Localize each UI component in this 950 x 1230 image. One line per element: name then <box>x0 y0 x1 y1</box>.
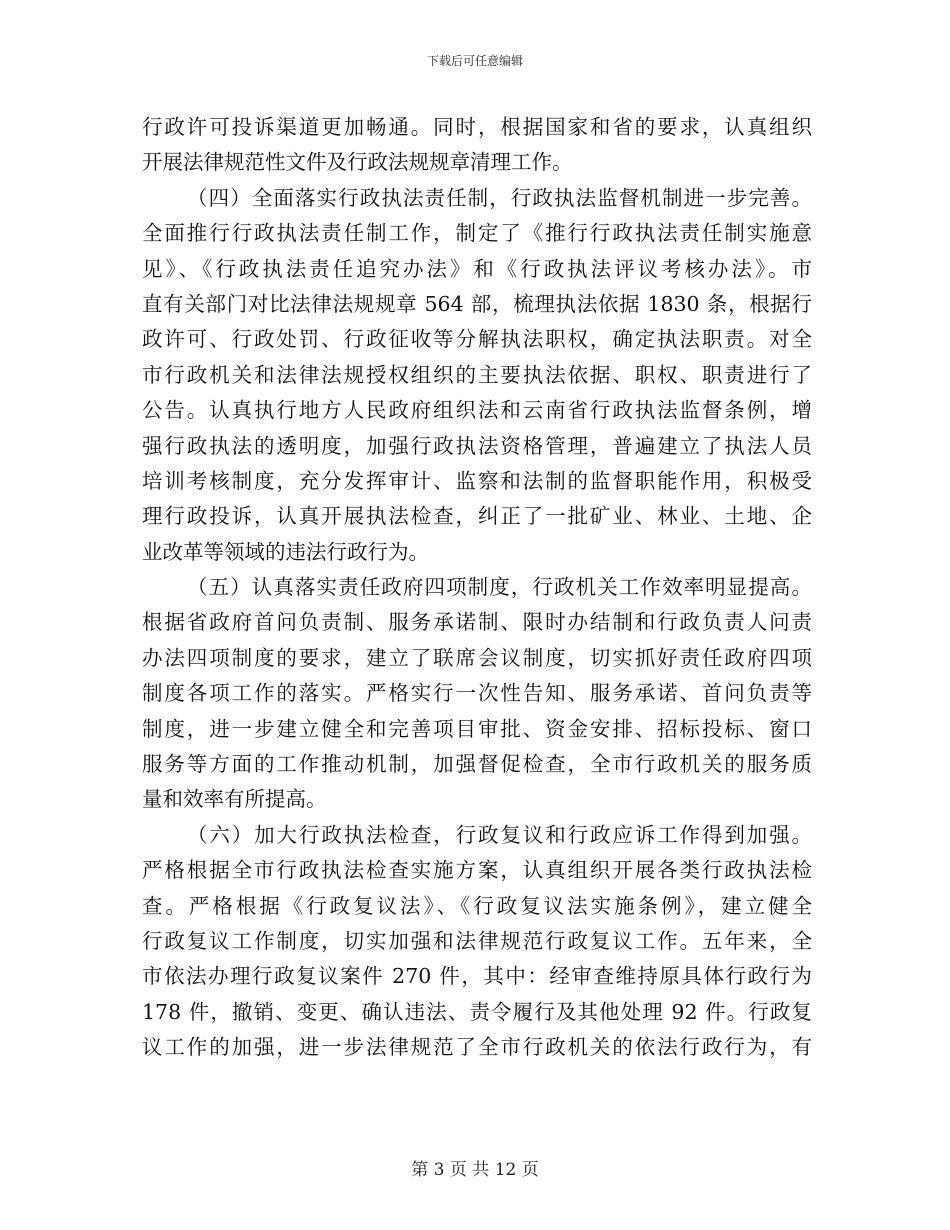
text-line: 见》、《行政执法责任追究办法》和《行政执法评议考核办法》。市 <box>142 256 812 281</box>
text-line: 开展法律规范性文件及行政法规规章清理工作。 <box>142 150 573 175</box>
text-line: 行政复议工作制度，切实加强和法律规范行政复议工作。五年来，全 <box>142 928 812 953</box>
paragraph <box>142 181 812 570</box>
text-line: 政许可、行政处罚、行政征收等分解执法职权，确定执法职责。对全 <box>142 327 812 352</box>
document-body <box>142 110 812 1066</box>
text-line: 制度各项工作的落实。严格实行一次性告知、服务承诺、首问负责等 <box>142 681 812 706</box>
text-line: 市依法办理行政复议案件 270 件，其中：经审查维持原具体行政行为 <box>142 964 812 989</box>
text-line: 直有关部门对比法律法规规章 564 部，梳理执法依据 1830 条，根据行 <box>142 291 812 316</box>
text-line: 市行政机关和法律法规授权组织的主要执法依据、职权、职责进行了 <box>142 362 812 387</box>
text-line: 办法四项制度的要求，建立了联席会议制度，切实抓好责任政府四项 <box>142 645 812 670</box>
text-line: 公告。认真执行地方人民政府组织法和云南省行政执法监督条例，增 <box>142 398 812 423</box>
text-line: 严格根据全市行政执法检查实施方案，认真组织开展各类行政执法检 <box>142 858 812 883</box>
section-heading-line: （六）加大行政执法检查，行政复议和行政应诉工作得到加强。 <box>187 822 812 847</box>
text-line: 服务等方面的工作推动机制，加强督促检查，全市行政机关的服务质 <box>142 752 812 777</box>
page-header: 下载后可任意编辑 <box>426 54 523 68</box>
text-line: 业改革等领域的违法行政行为。 <box>142 539 429 564</box>
text-line: 量和效率有所提高。 <box>142 787 327 812</box>
text-line: 强行政执法的透明度，加强行政执法资格管理，普遍建立了执法人员 <box>142 433 812 458</box>
text-line: 查。严格根据《行政复议法》、《行政复议法实施条例》，建立健全 <box>142 893 812 918</box>
text-line: 议工作的加强，进一步法律规范了全市行政机关的依法行政行为，有 <box>142 1035 812 1060</box>
section-heading-line: （五）认真落实责任政府四项制度，行政机关工作效率明显提高。 <box>187 575 812 600</box>
text-line: 理行政投诉，认真开展执法检查，纠正了一批矿业、林业、土地、企 <box>142 504 812 529</box>
paragraph <box>142 110 812 181</box>
text-line: 行政许可投诉渠道更加畅通。同时，根据国家和省的要求，认真组织 <box>142 115 812 139</box>
text-line: 培训考核制度，充分发挥审计、监察和法制的监督职能作用，积极受 <box>142 468 812 493</box>
text-line: 全面推行行政执法责任制工作，制定了《推行行政执法责任制实施意 <box>142 221 812 246</box>
page-number-footer: 第 3 页 共 12 页 <box>411 1160 539 1180</box>
text-line: 制度，进一步建立健全和完善项目审批、资金安排、招标投标、窗口 <box>142 716 812 741</box>
section-heading-line: （四）全面落实行政执法责任制，行政执法监督机制进一步完善。 <box>187 185 812 210</box>
paragraph <box>142 570 812 818</box>
text-line: 根据省政府首问负责制、服务承诺制、限时办结制和行政负责人问责 <box>142 610 812 635</box>
text-line: 178 件，撤销、变更、确认违法、责令履行及其他处理 92 件。行政复 <box>142 999 812 1024</box>
paragraph <box>142 818 812 1066</box>
